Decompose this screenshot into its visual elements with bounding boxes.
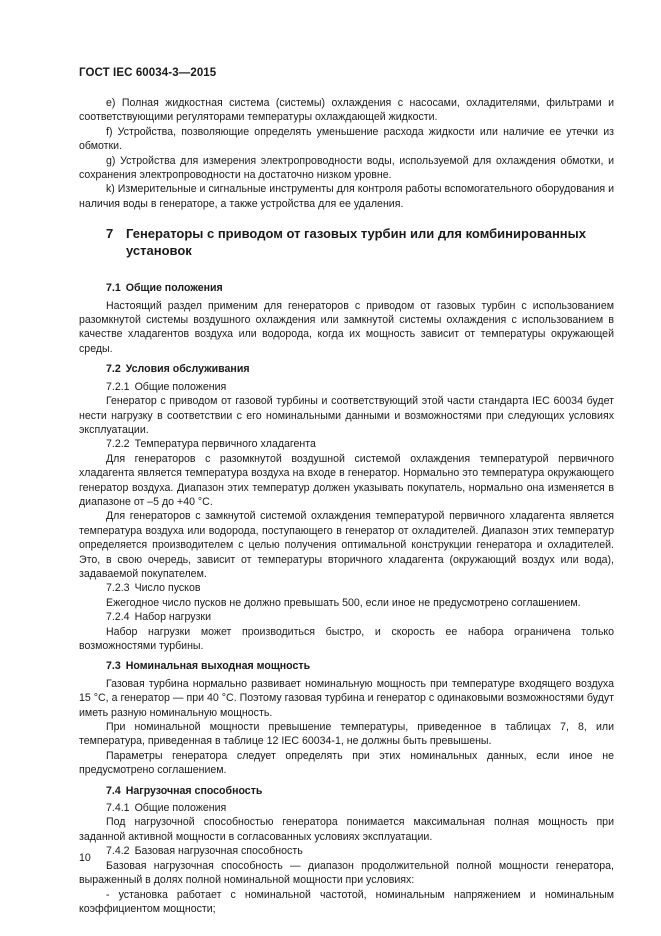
clause-heading	[79, 844, 614, 858]
subsection-heading	[79, 362, 614, 376]
subsection-number: 7.4	[106, 784, 121, 797]
equipment-list	[79, 96, 614, 211]
paragraph: Базовая нагрузочная способность — диапазон продолжительной полной мощности генератора, выраженный в долях полной номинальной мощности при условиях:	[79, 859, 614, 887]
clause-number: 7.4.2	[106, 845, 130, 858]
clause-number: 7.2.1	[106, 380, 130, 393]
paragraph: Набор нагрузки может производиться быстро, и скорость ее набора ограничена только возможностями турбины.	[79, 625, 614, 652]
clause-number: 7.2.4	[106, 611, 130, 624]
subsection-title: Номинальная выходная мощность	[125, 660, 311, 673]
subsection-title: Нагрузочная способность	[125, 784, 263, 797]
paragraph: Под нагрузочной способностью генератора понимается максимальная полная мощность при заданной активной мощности в согласованных условиях эксплуатации.	[79, 816, 614, 843]
clause-title: Число пусков	[134, 582, 201, 595]
document-body	[79, 96, 614, 916]
clause-heading	[79, 610, 614, 624]
clause-heading	[79, 380, 614, 394]
paragraph: Для генераторов с замкнутой системой охлаждения температурой первичного хладагента является температура воздуха или водорода, поступающего в генератор от охладителей. Диапазон этих температур определяется производителем с целью получения оптимальной конструкции генератора и охладителей. Это, в свою очередь, зависит от температуры вторичного хладагента (окружающий воздух или вода), задаваемой покупателем.	[79, 510, 614, 580]
paragraph: Генератор с приводом от газовой турбины и соответствующий этой части стандарта IEC 60034 будет нести нагрузку в соответствии с его номинальными данными и возможностями при следующих условиях эксплуатации.	[79, 395, 614, 436]
subsection-number: 7.1	[106, 282, 121, 295]
paragraph: Газовая турбина нормально развивает номинальную мощность при температуре входящего воздуха 15 °С, а генератор — при 40 °С. Поэтому газовая турбина и генератор с одинаковыми возможностями будут иметь разную номинальную мощность.	[79, 677, 614, 719]
section-number: 7	[106, 226, 114, 242]
paragraph: Ежегодное число пусков не должно превышать 500, если иное не предусмотрено соглашением.	[106, 596, 581, 609]
subsection-heading	[79, 281, 614, 295]
clause-title: Базовая нагрузочная способность	[134, 845, 303, 858]
subsection-number: 7.2	[106, 363, 121, 376]
paragraph: Параметры генератора следует определять при этих номинальных данных, если иное не предусмотрено соглашением.	[79, 749, 614, 777]
clause-heading	[79, 581, 614, 595]
list-item: e) Полная жидкостная система (системы) охлаждения с насосами, охладителями, фильтрами и соответствующими регуляторами температуры охлаждающей жидкости.	[79, 97, 614, 124]
section-heading	[79, 225, 614, 259]
section-title: Генераторы с приводом от газовых турбин или для комбинированных установок	[126, 226, 586, 259]
document-header: ГОСТ IEC 60034-3—2015	[79, 67, 217, 79]
clause-heading	[79, 437, 614, 451]
paragraph: Для генераторов с разомкнутой воздушной системой охлаждения температурой первичного хладагента является температура воздуха на входе в генератор. Нормально это температура окружающего генератор воздуха. Диапазон этих температур должен указывать покупатель, нормально она изменяется в диапазоне от –5 до +40 °С.	[79, 452, 614, 508]
clause-title: Общие положения	[134, 802, 227, 815]
clause-title: Набор нагрузки	[134, 611, 211, 624]
subsection-heading	[79, 659, 614, 673]
list-item: f) Устройства, позволяющие определять уменьшение расхода жидкости или наличие ее утечки из обмотки.	[79, 125, 614, 153]
paragraph: При номинальной мощности превышение температуры, приведенное в таблицах 7, 8, или температура, приведенная в таблице 12 IEC 60034-1, не должны быть превышены.	[79, 721, 614, 748]
clause-title: Общие положения	[134, 380, 227, 393]
list-item: - установка работает с номинальной частотой, номинальным напряжением и номинальным коэффициентом мощности;	[79, 888, 614, 915]
list-item: g) Устройства для измерения электропроводности воды, используемой для охлаждения обмотки, и сохранения электропроводности на достаточно низком уровне.	[79, 154, 614, 182]
page-number: 10	[79, 852, 91, 864]
subsection-title: Условия обслуживания	[125, 363, 250, 376]
subsection-number: 7.3	[106, 660, 121, 673]
clause-number: 7.4.1	[106, 802, 130, 815]
clause-number: 7.2.3	[106, 582, 130, 595]
clause-heading	[79, 801, 614, 815]
subsection-title: Общие положения	[125, 282, 223, 295]
list-item: k) Измерительные и сигнальные инструменты для контроля работы вспомогательного оборудования и наличия воды в генераторе, а также устройства для ее удаления.	[79, 183, 614, 210]
clause-title: Температура первичного хладагента	[134, 438, 316, 451]
paragraph: Настоящий раздел применим для генераторов с приводом от газовых турбин с использованием разомкнутой системы воздушного охлаждения или замкнутой системы охлаждения с использованием в качестве хладагентов воздуха или водорода, когда их мощность зависит от температуры окружающей среды.	[79, 299, 614, 355]
subsection-heading	[79, 784, 614, 798]
clause-number: 7.2.2	[106, 438, 130, 451]
